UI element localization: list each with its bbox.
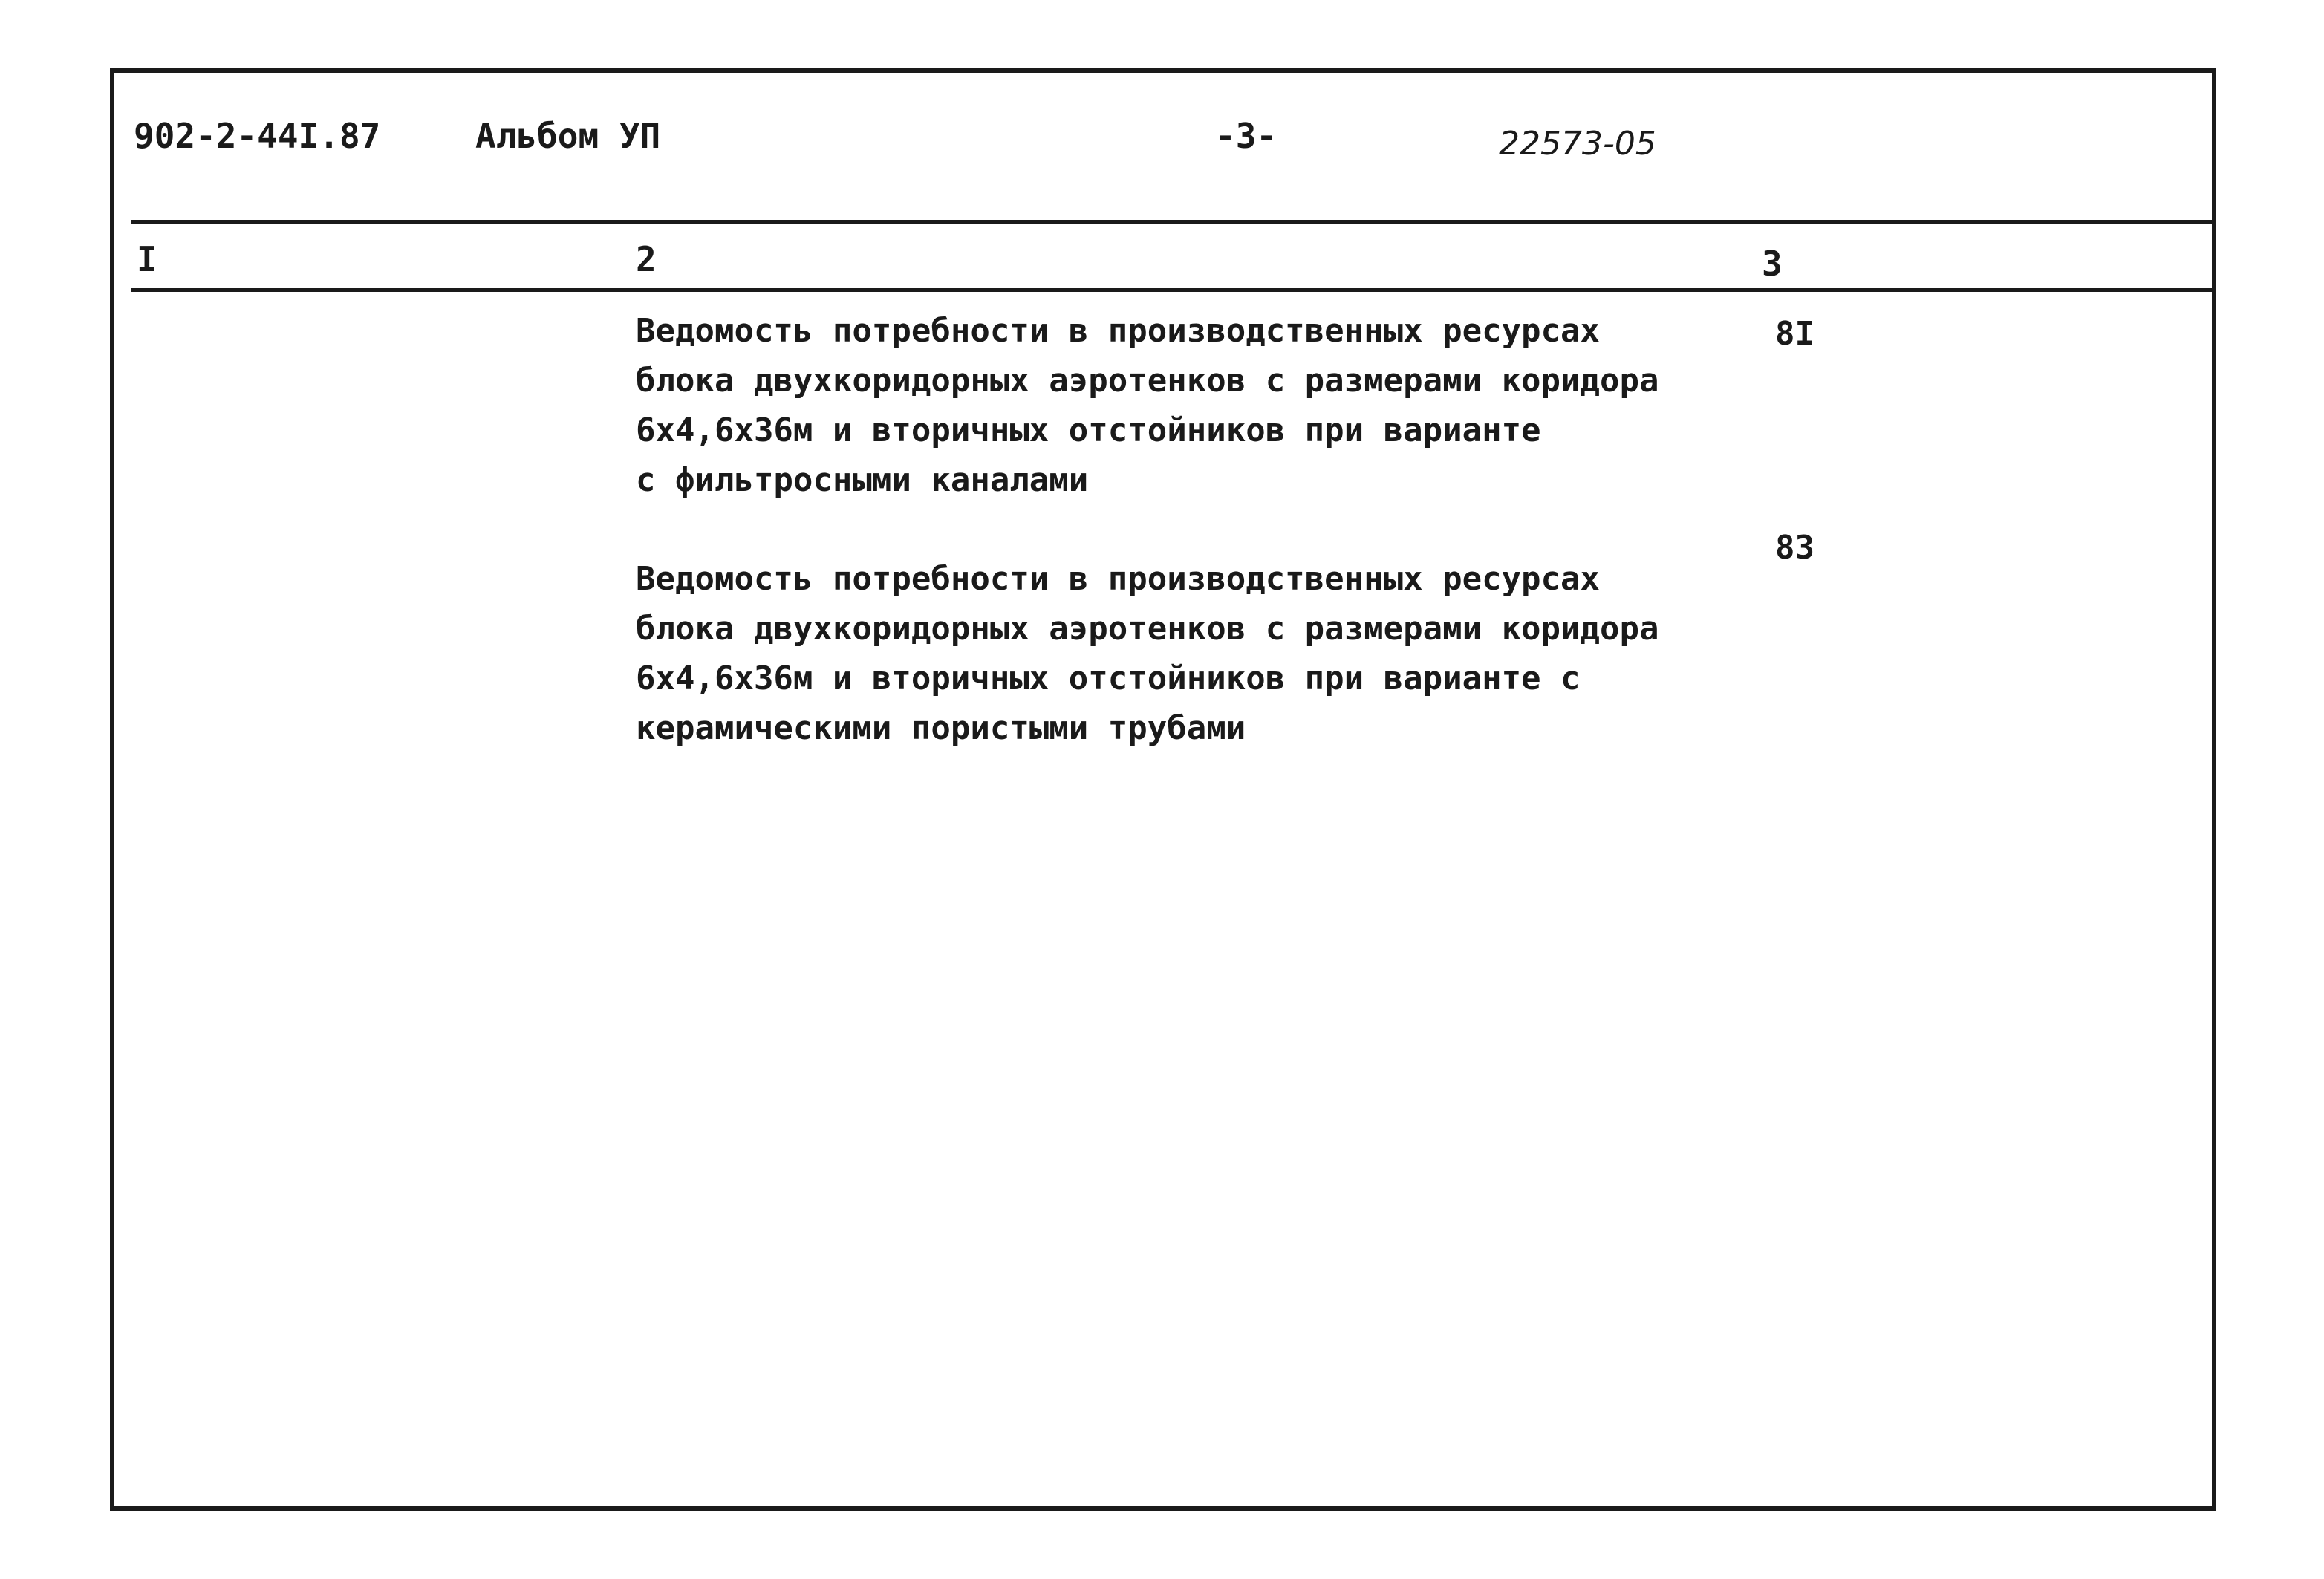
entry-line: Ведомость потребности в производственных ресурсах (636, 312, 1601, 350)
entry-line: с фильтросными каналами (636, 461, 1089, 499)
entry-page-ref: 83 (1775, 529, 1814, 567)
header-divider (131, 220, 2216, 224)
entry-page-ref: 8I (1775, 315, 1814, 353)
entry-line: керамическими пористыми трубами (636, 709, 1246, 747)
entry-line: 6х4,6х36м и вторичных отстойников при варианте с (636, 660, 1581, 697)
column-header-3: 3 (1762, 244, 1783, 284)
column-header-2: 2 (636, 239, 657, 279)
column-header-1: I (137, 239, 157, 279)
column-header-divider (131, 288, 2216, 292)
album-label: Альбом УП (475, 116, 661, 156)
page-frame (110, 68, 2216, 1511)
document-designation: 902-2-44I.87 (134, 116, 381, 156)
handwritten-number: 22573-05 (1499, 125, 1656, 163)
entry-line: блока двухкоридорных аэротенков с размерами коридора (636, 362, 1659, 400)
entry-line: 6х4,6х36м и вторичных отстойников при варианте (636, 411, 1541, 449)
page-number: -3- (1215, 116, 1277, 156)
entry-line: Ведомость потребности в производственных ресурсах (636, 560, 1601, 598)
entry-line: блока двухкоридорных аэротенков с размерами коридора (636, 610, 1659, 648)
list-item (636, 306, 1750, 505)
list-item (636, 554, 1750, 753)
